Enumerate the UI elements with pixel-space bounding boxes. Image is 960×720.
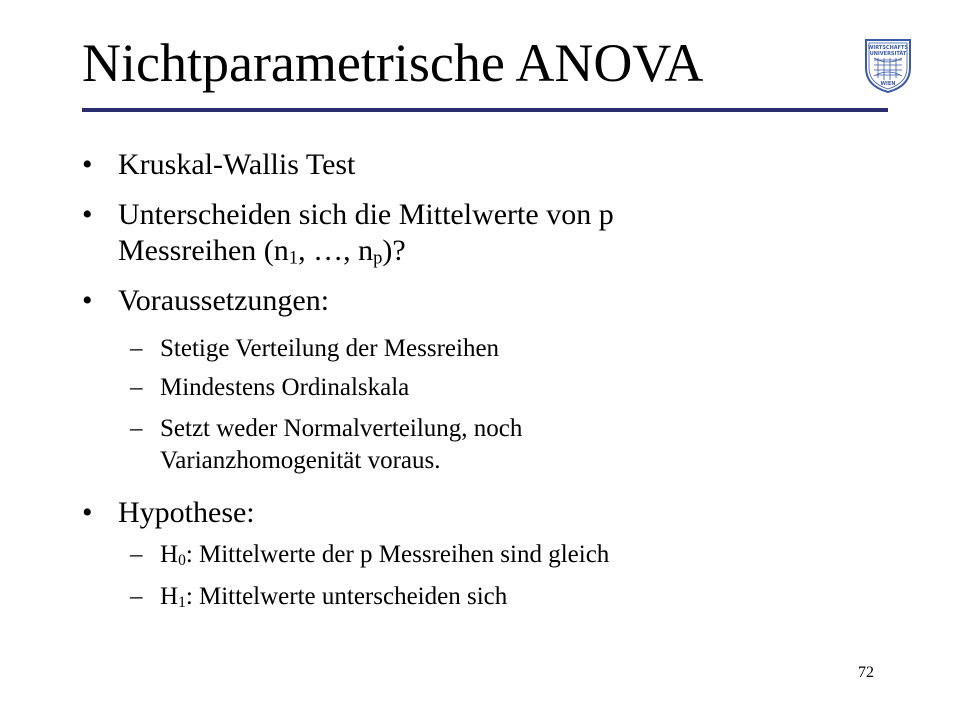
university-seal-icon	[862, 36, 914, 94]
sub-item-text-line1: Setzt weder Normalverteilung, noch	[160, 415, 523, 442]
dash-marker: –	[130, 335, 143, 362]
bullet-marker: •	[82, 496, 93, 529]
bullet-marker: •	[82, 198, 93, 231]
dash-marker: –	[130, 415, 143, 442]
bullet-text-line1: Unterscheiden sich die Mittelwerte von p	[118, 198, 614, 231]
bullet-marker: •	[82, 148, 93, 181]
dash-marker: –	[130, 583, 143, 610]
bullet-text: Kruskal-Wallis Test	[118, 148, 356, 181]
svg-text:WIEN: WIEN	[880, 81, 896, 87]
sub-item-text: $H_0$: Mittelwerte der p Messreihen sind gleich	[160, 541, 610, 569]
svg-text:WIRTSCHAFTS: WIRTSCHAFTS	[867, 45, 909, 51]
sub-item-text: $H_1$: Mittelwerte unterscheiden sich	[160, 583, 508, 611]
bullet-text: Hypothese:	[118, 496, 255, 529]
sub-item-text: Mindestens Ordinalskala	[160, 374, 410, 401]
bullet-text: Voraussetzungen:	[118, 284, 330, 317]
slide-title: Nichtparametrische ANOVA	[82, 33, 704, 93]
title-underline	[82, 108, 888, 112]
page-number: 72	[858, 664, 874, 681]
dash-marker: –	[130, 374, 143, 401]
bullet-marker: •	[82, 284, 93, 317]
dash-marker: –	[130, 541, 143, 568]
sub-item-text-line2: Varianzhomogenität voraus.	[160, 447, 441, 474]
bullet-text-line2: Messreihen ($n_1$, …, $n_p$)?	[118, 234, 406, 269]
svg-text:UNIVERSITÄT: UNIVERSITÄT	[869, 51, 907, 57]
sub-item-text: Stetige Verteilung der Messreihen	[160, 335, 500, 362]
